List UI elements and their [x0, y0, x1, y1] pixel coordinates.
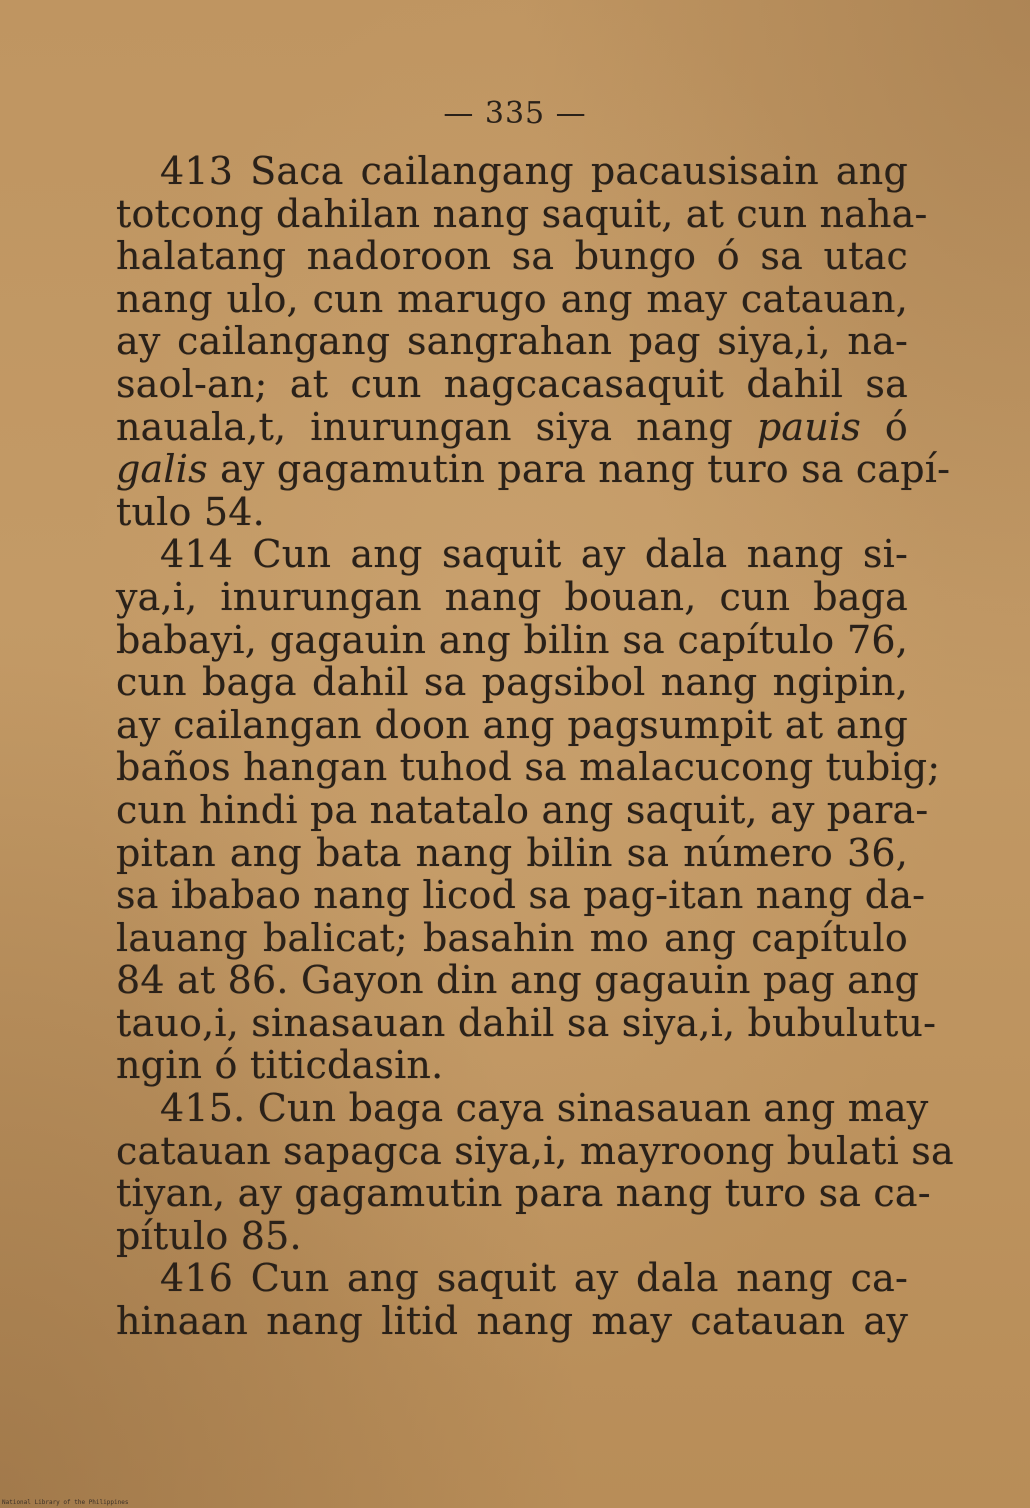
text-line: [116, 704, 908, 747]
line-text: cun hindi pa natatalo ang saquit, ay para-: [116, 787, 929, 832]
line-text: ay cailangan doon ang pagsumpit at ang: [116, 702, 908, 747]
line-text: tauo,i, sinasauan dahil sa siya,i, bubulutu-: [116, 1000, 937, 1045]
line-text: pitan ang bata nang bilin sa número 36,: [116, 830, 908, 875]
text-line: [116, 958, 920, 1003]
italic-word: galis: [116, 447, 208, 492]
line-text: ya,i, inurungan nang bouan, cun baga: [116, 574, 908, 619]
line-text: 84 at 86. Gayon din ang gagauin pag ang: [116, 958, 920, 1003]
line-text: baños hangan tuhod sa malacucong tubig;: [116, 745, 941, 790]
text-line: [116, 191, 928, 236]
line-text: cun baga dahil sa pagsibol nang ngipin,: [116, 660, 908, 705]
line-text: ngin ó titicdasin.: [116, 1043, 444, 1088]
text-line: [116, 235, 908, 278]
text-line: [116, 661, 908, 704]
line-text: 416 Cun ang saquit ay dala nang ca-: [160, 1256, 908, 1301]
text-line: [116, 1086, 929, 1131]
line-text: totcong dahilan nang saquit, at cun naha-: [116, 191, 928, 236]
line-text: ay gagamutin para nang turo sa capí-: [207, 447, 951, 492]
text-line: [116, 745, 941, 790]
text-line: [116, 406, 908, 449]
line-text-tail: ó: [860, 404, 909, 449]
text-line: [116, 873, 926, 918]
text-line: [116, 619, 908, 662]
line-text: saol-an; at cun nagcacasaquit dahil sa: [116, 361, 908, 406]
line-text: catauan sapagca siya,i, mayroong bulati sa: [116, 1128, 954, 1173]
line-text: sa ibabao nang licod sa pag-itan nang da-: [116, 873, 926, 918]
line-text: hinaan nang litid nang may catauan ay: [116, 1299, 908, 1344]
text-line: [116, 1257, 908, 1300]
text-line: [116, 832, 908, 875]
text-line: [116, 917, 908, 960]
line-text: halatang nadoroon sa bungo ó sa utac: [116, 234, 908, 279]
text-line: [116, 320, 908, 363]
line-text: babayi, gagauin ang bilin sa capítulo 76,: [116, 617, 908, 662]
italic-word: pauis: [756, 404, 861, 449]
line-text: pítulo 85.: [116, 1213, 302, 1258]
line-text: lauang balicat; basahin mo ang capítulo: [116, 915, 908, 960]
line-text: 413 Saca cailangang pacausisain ang: [160, 149, 908, 193]
text-line: [116, 533, 908, 576]
text-line: [116, 150, 908, 193]
line-text: nang ulo, cun marugo ang may catauan,: [116, 276, 908, 321]
text-line: [116, 363, 908, 406]
text-line: [116, 1171, 931, 1216]
body-text: [116, 149, 954, 1344]
text-line: [116, 576, 908, 619]
text-line: [116, 1000, 937, 1045]
line-text: 415. Cun baga caya sinasauan ang may: [160, 1086, 929, 1131]
text-line: [116, 278, 908, 321]
text-line: [116, 491, 908, 534]
line-text: ay cailangang sangrahan pag siya,i, na-: [116, 319, 908, 364]
text-line: [116, 1300, 908, 1343]
text-line: [116, 787, 929, 832]
page-number: — 335 —: [443, 96, 587, 131]
line-text: tulo 54.: [116, 489, 265, 534]
text-line: [116, 447, 951, 492]
line-text: nauala,t, inurungan siya nang: [116, 404, 733, 449]
library-footer: National Library of the Philippines: [2, 1499, 129, 1506]
line-text: 414 Cun ang saquit ay dala nang si-: [160, 532, 908, 577]
text-line: [116, 1128, 954, 1173]
text-line: [116, 1044, 908, 1087]
text-line: [116, 1215, 908, 1258]
line-text: tiyan, ay gagamutin para nang turo sa ca-: [116, 1171, 931, 1216]
